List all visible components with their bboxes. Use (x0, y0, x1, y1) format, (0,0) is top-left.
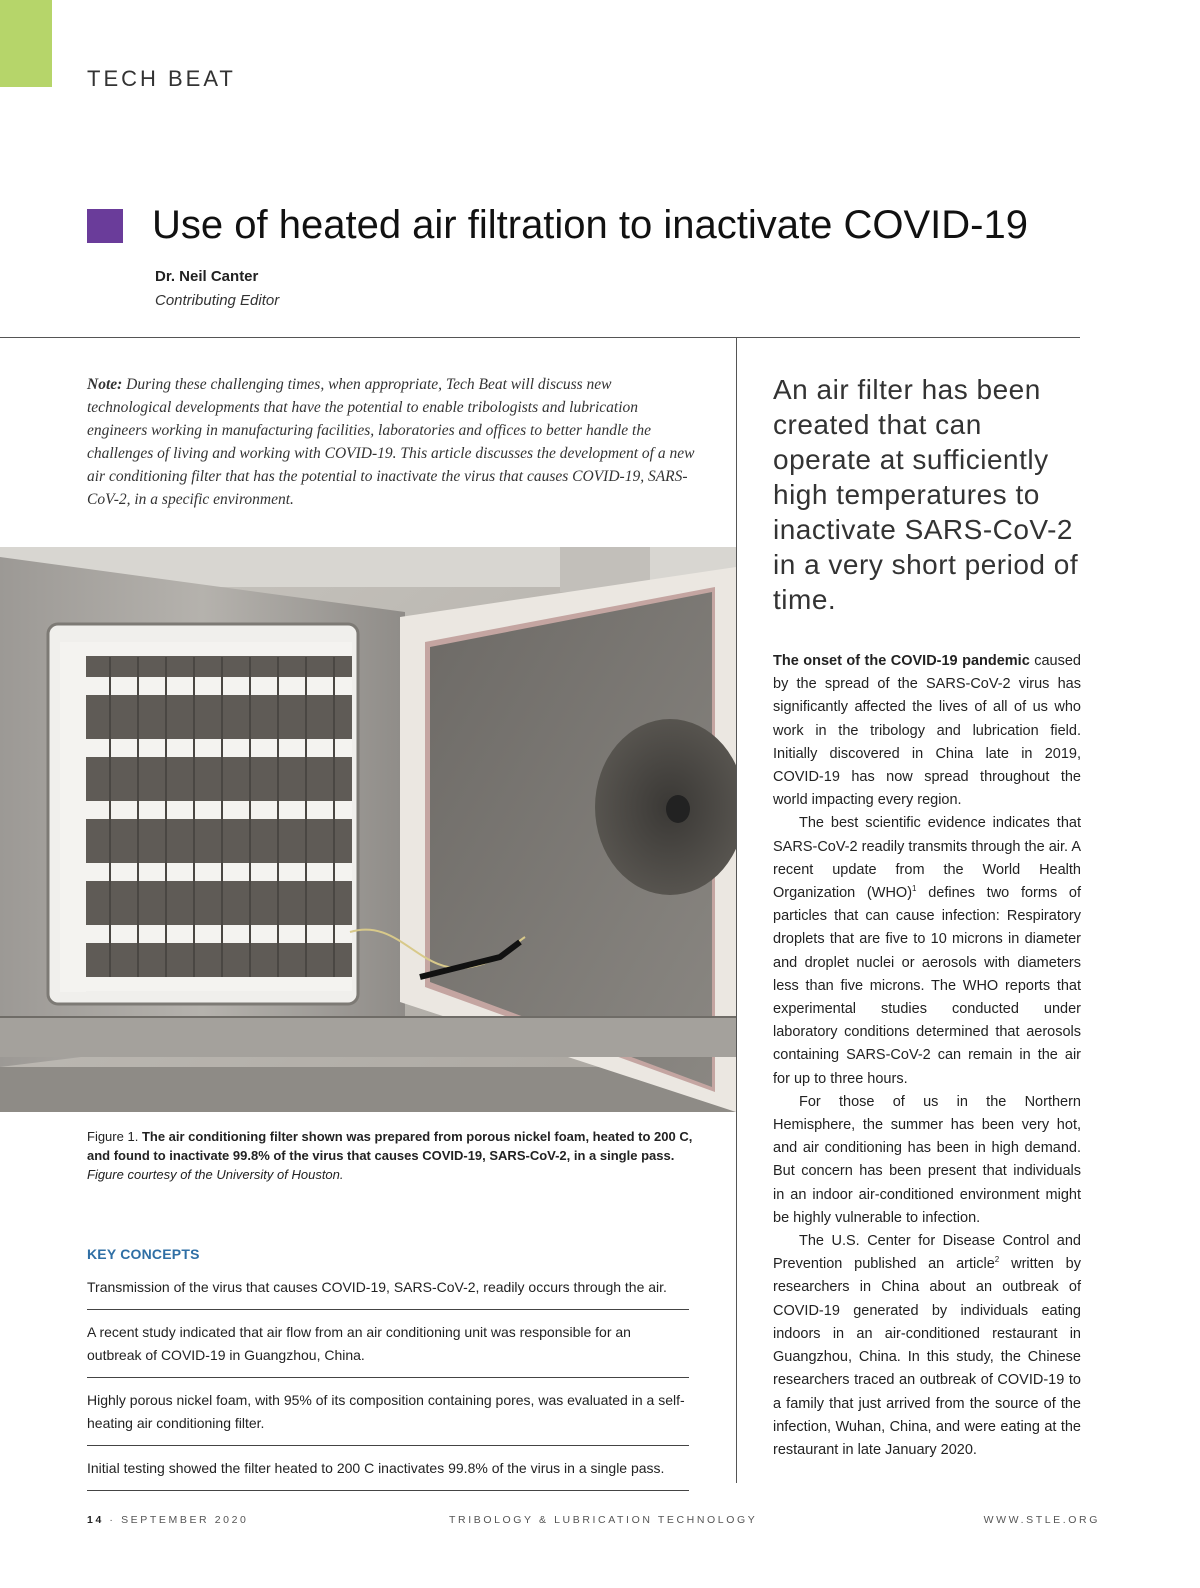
author-name: Dr. Neil Canter (155, 268, 259, 285)
website-link[interactable]: WWW.STLE.ORG (983, 1514, 1100, 1526)
title-marker (87, 209, 123, 243)
key-concept-item: Initial testing showed the filter heated to 200 C inactivates 99.8% of the virus in a single pass. (87, 1457, 689, 1491)
section-label: TECH BEAT (87, 66, 236, 91)
body-paragraph-1 (773, 650, 1081, 812)
body-paragraph-4 (773, 1230, 1081, 1462)
column-divider (736, 338, 737, 1483)
article-title: Use of heated air filtration to inactivate COVID-19 (152, 203, 1028, 247)
body-text: The U.S. Center for Disease Control and Prevention published an article (773, 1233, 1081, 1273)
section-color-tab (0, 0, 52, 87)
issue-date: SEPTEMBER 2020 (121, 1514, 249, 1526)
page-number: 14 (87, 1514, 104, 1526)
note-text: During these challenging times, when appropriate, Tech Beat will discuss new technological developments that have the potential to enable tribologists and lubrication engineers working in manufacturing facilities, laboratories and offices to better handle the challenges of living and working with COVID-19. This article discusses the development of a new air conditioning filter that has the potential to inactivate the virus that causes COVID-19, SARS-CoV-2, in a specific environment. (87, 376, 695, 508)
key-concept-item: Highly porous nickel foam, with 95% of its composition containing pores, was evaluated in a self-heating air conditioning filter. (87, 1389, 689, 1446)
author-role: Contributing Editor (155, 292, 280, 309)
footer-left (87, 1514, 249, 1526)
figure-photo (0, 547, 736, 1112)
publication-name: TRIBOLOGY & LUBRICATION TECHNOLOGY (449, 1514, 758, 1526)
header-divider (0, 337, 1080, 338)
key-concepts-list (87, 1276, 689, 1502)
body-text: written by researchers in China about an outbreak of COVID-19 generated by individuals eating indoors in an air-conditioned restaurant in Guangzhou, China. In this study, the Chinese researchers traced an outbreak of COVID-19 to a family that just arrived from the source of the infection, Wuhan, China, and were eating at the restaurant in late January 2020. (773, 1256, 1081, 1458)
air-filter-unit-image (0, 547, 736, 1112)
figure-caption (87, 1127, 697, 1184)
body-lead-in: The onset of the COVID-19 pandemic (773, 653, 1030, 669)
footer-separator: · (109, 1514, 116, 1526)
figure-label: Figure 1. (87, 1129, 139, 1144)
body-text: The best scientific evidence indicates that SARS-CoV-2 readily transmits through the air. A recent update from the World Health Organization (WHO) (773, 815, 1081, 902)
footnote-ref: 1 (912, 884, 917, 894)
body-text: caused by the spread of the SARS-CoV-2 virus has significantly affected the lives of all of us who work in the tribology and lubrication field. Initially discovered in China late in 2019, COVID-19 has now spread throughout the world impacting every region. (773, 653, 1082, 809)
body-paragraph-3: For those of us in the Northern Hemisphere, the summer has been very hot, and air conditioning has been in high demand. But concern has been present that individuals in an indoor air-conditioned environment might be highly vulnerable to infection. (773, 1093, 1081, 1226)
key-concept-item: A recent study indicated that air flow from an air conditioning unit was responsible for an outbreak of COVID-19 in Guangzhou, China. (87, 1321, 689, 1378)
figure-credit: Figure courtesy of the University of Houston. (87, 1167, 344, 1182)
note-label: Note: (87, 376, 123, 393)
editor-note (87, 373, 697, 511)
body-text: defines two forms of particles that can cause infection: Respiratory droplets that are five to 10 microns in diameter and droplet nuclei or aerosols with diameters less than five microns. The WHO reports that experimental studies conducted under laboratory conditions determined that aerosols containing SARS-CoV-2 can remain in the air for up to three hours. (773, 885, 1081, 1087)
figure-caption-text: The air conditioning filter shown was prepared from porous nickel foam, heated to 200 C, and found to inactivate 99.8% of the virus that causes COVID-19, SARS-CoV-2, in a single pass. (87, 1129, 693, 1163)
body-paragraph-2 (773, 812, 1081, 1090)
key-concepts-heading: KEY CONCEPTS (87, 1246, 200, 1262)
footnote-ref: 2 (994, 1255, 1000, 1265)
pull-quote: An air filter has been created that can operate at sufficiently high temperatures to inactivate SARS-CoV-2 in a very short period of time. (773, 374, 1079, 615)
article-body (773, 650, 1081, 1462)
key-concept-item: Transmission of the virus that causes COVID-19, SARS-CoV-2, readily occurs through the air. (87, 1276, 689, 1310)
